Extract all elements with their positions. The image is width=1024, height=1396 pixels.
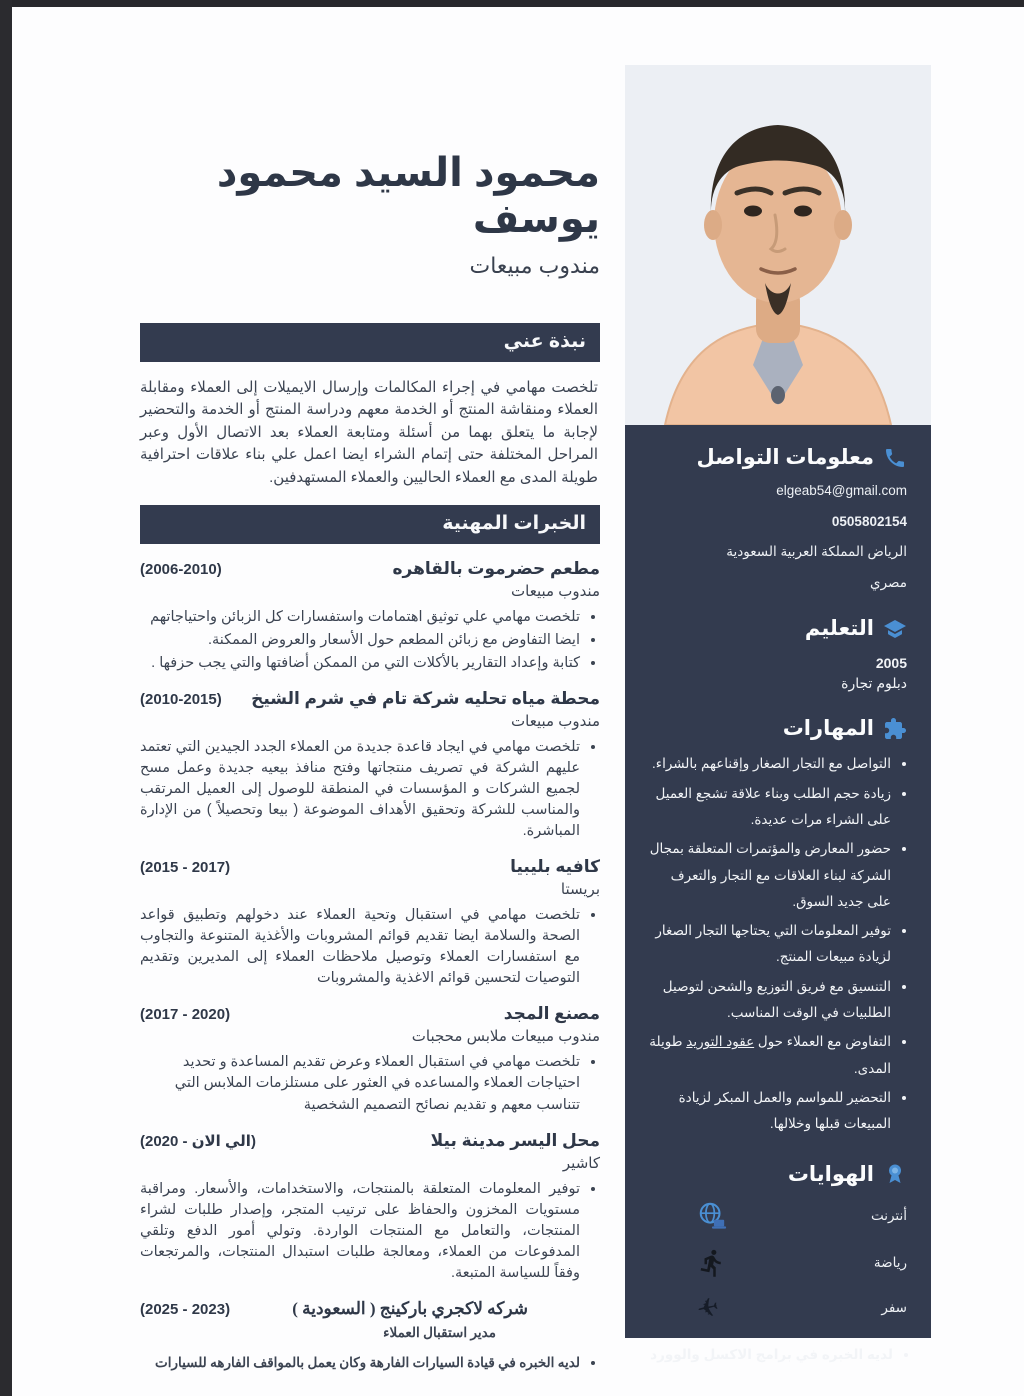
hobbies-section-header (645, 1162, 907, 1187)
job-dates: (2006-2010) (140, 561, 222, 579)
education-year: 2005 (875, 655, 907, 672)
runner-icon (697, 1248, 727, 1278)
hobby-rows (645, 1201, 907, 1325)
skills-list (645, 751, 891, 1137)
hobby-label: سفر (881, 1299, 907, 1315)
job-entry (140, 1131, 600, 1284)
hobbies-section (645, 1162, 907, 1325)
internet-globe-laptop-icon (697, 1201, 727, 1231)
job-bullet-list (140, 1052, 580, 1115)
job-bullet-list (140, 607, 580, 674)
job-entry (140, 559, 600, 674)
about-text: تلخصت مهامي في إجراء المكالمات وإرسال الايميلات إلى العملاء ومقابلة العملاء ومنقاشة المنتج أو الخدمة معهم ودراسة المنتج أو الخدمة والتحضير لإجابة ما يتعلق بهما من أسئلة ومتابعة العملاء بعد الاتصال الأول وعبر المراحل المختلفة حتى إتمام الشراء ايضا اعمل علي بناء علاقات احترافية طويلة المدى مع العملاء الحاليين والعملاء المستهدفين. (140, 378, 598, 486)
job-entry (140, 1004, 600, 1115)
puzzle-icon (883, 717, 907, 741)
job-bullet: • تلخصت مهامي في استقبال العملاء وعرض تقديم المساعدة و تحديد احتياجات العملاء والمساعده في العثور على مستلزمات الملابس التي تتناسب معهم و تقديم نصائح التصميم الشخصية (140, 1052, 580, 1115)
candidate-job-title: مندوب مبيعات (469, 252, 600, 278)
job-company: محطة مياه تحليه شركة تام في شرم الشيخ (251, 689, 600, 709)
skill-item: • زيادة حجم الطلب وبناء علاقة تشجع العميل على الشراء مرات عديدة. (645, 781, 891, 834)
job-company: شركه لاكجري باركينج ( السعودية ) (292, 1298, 528, 1318)
about-section-header: نبذة عني (140, 323, 600, 362)
main-column (140, 0, 600, 1374)
hobby-item (694, 1290, 907, 1325)
job-dates: (2025 - 2023) (140, 1300, 231, 1318)
skill-item: • التواصل مع التجار الصغار وإقناعهم بالشراء. (645, 751, 891, 777)
job-bullet: • توفير المعلومات المتعلقة بالمنتجات، والاستخدامات، والأسعار. ومراقبة مستويات المخزون والحفاظ على ترتيب المتجر، وإصدار طلبات لشراء المنتجات، والتعامل مع المنتجات الواردة. وتولي أمور الدفع وتلقي المدفوعات من العملاء، ومعالجة طلبات استبدال المنتجات، والمرتجعات وفقاً للسياسة المتبعة. (140, 1179, 580, 1284)
job-entry (140, 689, 600, 842)
job-company: محل اليسر مدينة بيلا (430, 1130, 600, 1150)
contact-email: elgeab54@gmail.com (776, 483, 907, 498)
job-entry (140, 857, 600, 989)
skill-item (645, 1029, 891, 1082)
job-company: كافيه بليبيا (510, 857, 600, 877)
job-dates: (2015 - 2017) (140, 859, 231, 877)
job-header-row (140, 689, 600, 709)
airplane-icon: ✈ (694, 1290, 722, 1325)
experience-section-header: الخبرات المهنية (140, 505, 600, 544)
phone-icon (883, 446, 907, 470)
job-role: بريستا (560, 881, 600, 899)
job-entry (140, 1299, 600, 1373)
job-bullet-list (140, 737, 580, 842)
sidebar (625, 65, 931, 1362)
skill-item: • توفير المعلومات التي يحتاجها التجار الصغار لزيادة مبيعات المنتج. (645, 918, 891, 971)
education-heading: التعليم (804, 617, 874, 641)
job-bullet-list (140, 1353, 580, 1373)
job-dates: (2010-2015) (140, 691, 222, 709)
scan-edge-left (0, 0, 12, 1396)
skill-text-underlined: عقود التوريد (686, 1034, 755, 1050)
job-bullet-list (140, 1179, 580, 1284)
job-dates: (الي الان - 2020) (140, 1132, 256, 1150)
award-rosette-icon (883, 1162, 907, 1186)
job-bullet: • تلخصت مهامي علي توثيق اهتمامات واستفسارات كل الزبائن واحتياجاتهم (140, 607, 580, 628)
sidebar-footer-note: • لديه الخبره في برامج الاكسل والوورد (645, 1345, 893, 1365)
job-company: مصنع المجد (503, 1004, 600, 1024)
skills-heading: المهارات (782, 717, 874, 741)
graduation-cap-icon (883, 617, 907, 641)
job-bullet: • ايضا التفاوض مع زبائن المطعم حول الأسعار والعروض الممكنة. (140, 630, 580, 651)
contact-heading: معلومات التواصل (696, 446, 874, 469)
job-role: مندوب مبيعات ملابس محجبات (411, 1028, 600, 1046)
skill-item: • التحضير للمواسم والعمل المبكر لزيادة المبيعات قبلها وخلالها. (645, 1085, 891, 1138)
job-header-row (140, 559, 600, 579)
contact-nationality: مصري (870, 574, 907, 590)
job-role: مدير استقبال العملاء (383, 1324, 496, 1340)
education-section-header (645, 616, 907, 641)
job-bullet: • لديه الخبره في قيادة السيارات الفارهة وكان يعمل بالمواقف الفارهه للسيارات (140, 1353, 580, 1373)
job-header-row (140, 1004, 600, 1024)
skills-section (645, 716, 907, 1137)
contact-phone: 0505802154 (831, 513, 907, 529)
job-header-row (140, 857, 600, 877)
contact-address: الرياض المملكة العربية السعودية (726, 544, 907, 560)
job-company: مطعم حضرموت بالقاهره (392, 559, 600, 579)
candidate-name: محمود السيد محمود يوسف (216, 151, 600, 242)
hobby-item (697, 1248, 907, 1278)
job-bullet: • كتابة وإعداد التقارير بالأكلات التي من الممكن أضافتها والتي يجب حزفها . (140, 653, 580, 674)
contact-section (645, 445, 907, 592)
hobby-label: رياضة (873, 1254, 907, 1270)
hobby-label: أنترنت (870, 1207, 907, 1223)
contact-section-header (645, 445, 907, 470)
job-header-row (140, 1299, 600, 1319)
sidebar-footer-note-list (645, 1345, 893, 1365)
profile-photo (625, 65, 931, 425)
job-bullet-list (140, 905, 580, 989)
education-section (645, 616, 907, 692)
skills-section-header (645, 716, 907, 741)
skill-text-post: طويلة المدى. (649, 1034, 891, 1076)
education-degree: دبلوم تجارة (841, 675, 907, 692)
skill-item: • حضور المعارض والمؤتمرات المتعلقة بمجال الشركة لبناء العلاقات مع التجار والتعرف على جديد السوق. (645, 836, 891, 915)
job-dates: (2017 - 2020) (140, 1006, 231, 1024)
hobby-item (697, 1201, 907, 1231)
hobbies-heading: الهوايات (787, 1162, 874, 1186)
job-bullet: • تلخصت مهامي في ايجاد قاعدة جديدة من العملاء الجدد الجيدين التي تعتمد عليهم الشركة في تصريف منتجاتها وفتح منافذ بيعيه جديدة وعمل مسح لجميع الشركات و المؤسسات في المنطقة للوصول إلى العميل المرتقب والمناسب للشركة وتحقيق الأهداف الموضوعة ( بيعا وتحصيلاً ) من الإدارة المباشرة. (140, 737, 580, 842)
skill-text-pre: التفاوض مع العملاء حول (754, 1034, 891, 1050)
skill-item: • التنسيق مع فريق التوزيع والشحن لتوصيل الطلبيات في الوقت المناسب. (645, 974, 891, 1027)
job-header-row (140, 1131, 600, 1151)
sidebar-body (625, 425, 931, 1362)
job-role: مندوب مبيعات (511, 713, 600, 731)
job-role: مندوب مبيعات (511, 583, 600, 601)
job-bullet: • تلخصت مهامي في استقبال وتحية العملاء عند دخولهم وتطبيق قواعد الصحة والسلامة ايضا تقديم قوائم المشروبات والأغذية المتنوعة والتجاوب مع استفسارات العملاء وتوصيل ملاحظات العملاء إلى المديرين وتقديم التوصيات لتحسين قوائم الاغذية والمشروبات (140, 905, 580, 989)
job-role: كاشير (562, 1154, 600, 1172)
